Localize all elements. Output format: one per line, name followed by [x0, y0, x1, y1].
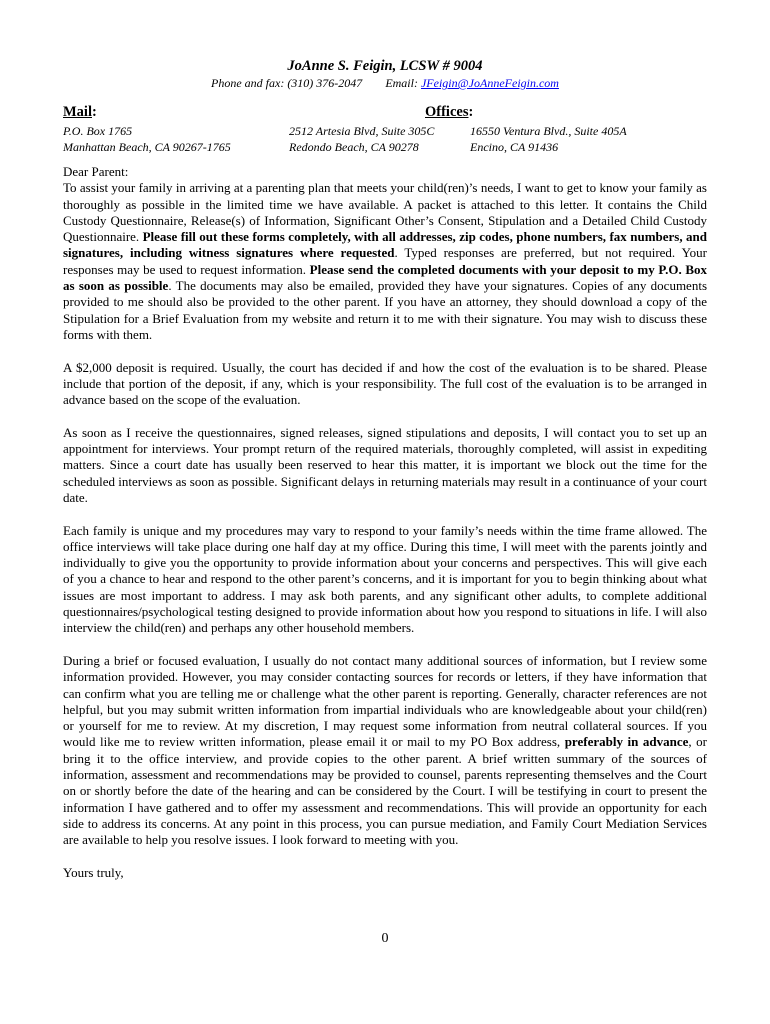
paragraph-intro: To assist your family in arriving at a parenting plan that meets your child(ren)’s needs, I want to get to know your family as thoroughly as possible in the limited time we have available. A packet is attached to this letter. It contains the Child Custody Questionnaire, Release(s) of Information, Significant Other’s Consent, Stipulation and a Detailed Child Custody Questionnaire. Please fill out these forms completely, with all addresses, zip codes, phone numbers, fax numbers, and signatures, including witness signatures where requested. Typed responses are preferred, but not required. Your responses may be used to request information. Please send the completed documents with your deposit to my P.O. Box as soon as possible. The documents may also be emailed, provided they have your signatures. Copies of any documents provided to me should also be provided to the other parent. If you have an attorney, they should download a copy of the Stipulation for a Brief Evaluation from my website and return it to me with their signature. You may wish to discuss these forms with them.	[63, 180, 708, 342]
closing: Yours truly,	[63, 864, 124, 880]
office2-line-2: Encino, CA 91436	[470, 140, 559, 154]
email-link[interactable]: JFeigin@JoAnneFeigin.com	[420, 76, 559, 90]
paragraph-procedures: Each family is unique and my procedures may vary to respond to your family’s needs within the time frame allowed. The office interviews will take place during one half day at my office. During this time, I will meet with the parents jointly and individually to give you the opportunity to provide information about your concerns and perspectives. This will give each of you a chance to hear and respond to the other parent’s concerns, and it is important for you to begin thinking about what issues are most important to address. I may ask both parents, and any significant other adults, to complete additional questionnaires/psychological testing designed to provide information about how you respond to situations in life. I will also interview the child(ren) and perhaps any other household members.	[63, 522, 707, 636]
page-number: 0	[381, 931, 389, 946]
mail-line-2: Manhattan Beach, CA 90267-1765	[63, 140, 231, 154]
letter-page	[63, 57, 707, 881]
offices-label: Offices:	[425, 104, 474, 120]
office1-line-1: 2512 Artesia Blvd, Suite 305C	[289, 124, 435, 138]
greeting: Dear Parent:	[63, 164, 129, 179]
contact-line	[63, 76, 707, 91]
email-label: Email:	[385, 76, 418, 90]
paragraph-deposit: A $2,000 deposit is required. Usually, the court has decided if and how the cost of the evaluation is to be shared. Please include that portion of the deposit, if any, which is your responsibility. The full cost of the evaluation is to be arranged in advance based on the scope of the evaluation.	[63, 359, 707, 408]
paragraph-sources: During a brief or focused evaluation, I usually do not contact many additional sources of information, but I review some information provided. However, you may consider contacting sources for records or letters, if they have information that can confirm what you are telling me or challenge what the other parent is reporting. Generally, character references are not helpful, but you may submit written information from impartial individuals who are knowledgeable about your child(ren) or yourself for me to review. At my discretion, I may request some information from neutral collateral sources. If you would like me to review written information, please email it or mail to my PO Box address, preferably in advance, or bring it to the office interview, and provide copies to the other parent. A brief written summary of the sources of information, assessment and recommendations may be provided to counsel, parents representing themselves and the Court on or shortly before the date of the hearing and can be considered by the Court. I will be testifying in court to present the information I have gathered and to offer my assessment and recommendations. This will provide an opportunity for each side to address its concerns. At any point in this process, you can pursue mediation, and Family Court Mediation Services are available to help you resolve issues. I look forward to meeting with you.	[63, 652, 707, 848]
phone-fax: Phone and fax: (310) 376-2047	[211, 76, 363, 90]
office2-line-1: 16550 Ventura Blvd., Suite 405A	[470, 124, 627, 138]
mail-label: Mail:	[63, 104, 97, 120]
mail-line-1: P.O. Box 1765	[63, 124, 133, 138]
address-block	[63, 104, 707, 160]
author-name: JoAnne S. Feigin, LCSW # 9004	[287, 58, 483, 74]
office1-line-2: Redondo Beach, CA 90278	[289, 140, 419, 154]
letter-body	[63, 164, 707, 881]
paragraph-scheduling: As soon as I receive the questionnaires, signed releases, signed stipulations and deposits, I will contact you to set up an appointment for interviews. Your prompt return of the required materials, thoroughly completed, will assist in expediting matters. Since a court date has usually been reserved to hear this matter, it is important we block out the time for the scheduled interviews as soon as possible. Significant delays in returning materials may result in a continuance of your court date.	[63, 424, 707, 505]
